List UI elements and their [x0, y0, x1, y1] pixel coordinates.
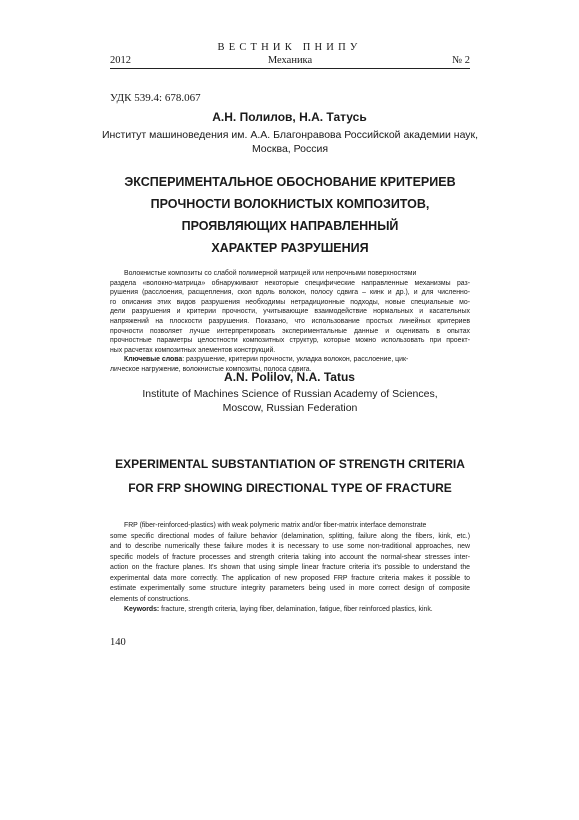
authors-en: A.N. Polilov, N.A. Tatus [224, 370, 355, 384]
header-rule [110, 68, 470, 69]
header-issue: № 2 [452, 55, 470, 66]
abstract-en-line: experimental data more correctly. The application of new proposed FRP fracture criteria makes it possible to [110, 574, 470, 582]
affiliation-ru-line: Институт машиноведения им. А.А. Благонравова Российской академии наук, [101, 129, 479, 141]
keywords-ru-continued: лическое нагружение, волокнистые композиты, полоса сдвига. [110, 365, 312, 373]
keywords-ru [110, 355, 470, 365]
affiliation-en-line: Institute of Machines Science of Russian Academy of Sciences, [142, 388, 438, 400]
header-year: 2012 [110, 55, 131, 66]
abstract-en-line: elements of constructions. [110, 595, 191, 603]
abstract-ru-line: раздела «волокно-матрица» обнаруживают некоторые специфические направленные механизмы раз- [110, 279, 470, 287]
abstract-ru-line: рушения (расслоения, расщепления, скол вдоль волокон, полосу сдвига – кинк и др.), и для численно- [110, 289, 470, 297]
abstract-ru-line: Волокнистые композиты со слабой полимерной матрицей или непрочными поверхностями [124, 270, 417, 277]
udc-code: УДК 539.4: 678.067 [110, 92, 201, 104]
title-en [60, 452, 520, 500]
affiliation-en-line: Moscow, Russian Federation [222, 402, 358, 414]
title-en-line: FOR FRP SHOWING DIRECTIONAL TYPE OF FRACTURE [128, 481, 452, 495]
abstract-ru-line: ных расчетах композитных элементов конструкций. [110, 346, 276, 354]
title-ru-line: ХАРАКТЕР РАЗРУШЕНИЯ [211, 241, 369, 255]
abstract-ru-line: напряжений на плоскости разрушения. Показано, что использование простых линейных критериев [110, 317, 470, 325]
authors-ru: А.Н. Полилов, Н.А. Татусь [212, 110, 367, 124]
title-ru-line: ПРОЯВЛЯЮЩИХ НАПРАВЛЕННЫЙ [181, 219, 399, 233]
keywords-ru-label: Ключевые слова [124, 356, 183, 364]
journal-name: ВЕСТНИК ПНИПУ [217, 42, 362, 53]
abstract-ru-line: дели разрушения и критерии прочности, учитывающие взаимодействие нормальных и касательных [110, 308, 470, 316]
abstract-ru [110, 269, 470, 375]
keywords-ru-text: : разрушение, критерии прочности, укладка волокон, расслоение, цик- [182, 356, 409, 364]
keywords-en-label: Keywords: [124, 606, 160, 613]
abstract-ru-line: прочности позволяет лучше интерпретировать экспериментальные данные и оценивать в опытах [110, 327, 470, 335]
abstract-ru-line: го описания этих видов разрушения необходимы нетрадиционные подходы, новые специальные мо- [110, 298, 470, 306]
abstract-en [110, 521, 470, 616]
header-section: Механика [267, 55, 313, 66]
title-ru [90, 171, 490, 259]
abstract-en-line: specific models of fracture processes and strength criteria taking into account the normal-shear stresses inter- [110, 553, 470, 561]
keywords-en [110, 605, 470, 616]
abstract-en-line: some specific directional modes of failure behavior (delamination, splitting, failure along the fibers, kink, etc.) [110, 532, 470, 540]
title-ru-line: ПРОЧНОСТИ ВОЛОКНИСТЫХ КОМПОЗИТОВ, [150, 197, 430, 211]
title-en-line: EXPERIMENTAL SUBSTANTIATION OF STRENGTH CRITERIA [115, 457, 465, 471]
affiliation-ru-line: Москва, Россия [251, 143, 329, 155]
abstract-en-line: action on the fracture planes. It's shown that using simple linear fracture criteria it's possible to understand the [110, 564, 470, 571]
abstract-en-line: FRP (fiber-reinforced-plastics) with weak polymeric matrix and/or fiber-matrix interface demonstrate [124, 522, 427, 529]
keywords-en-text: fracture, strength criteria, laying fiber, delamination, fatigue, fiber reinforced plastics, kink. [159, 606, 433, 613]
abstract-ru-line: прочностные параметры целостности композитных структур, которые можно использовать при проект- [110, 337, 470, 345]
abstract-en-line: estimate experimentally some structure integrity parameters being used in more correct design of composite [110, 585, 470, 592]
affiliation-en [100, 387, 480, 415]
affiliation-ru [100, 128, 480, 156]
title-ru-line: ЭКСПЕРИМЕНТАЛЬНОЕ ОБОСНОВАНИЕ КРИТЕРИЕВ [124, 175, 456, 189]
abstract-en-line: and to describe numerically these failure modes it is necessary to use some non-traditional approaches, new [110, 543, 470, 550]
page-number: 140 [110, 637, 126, 648]
